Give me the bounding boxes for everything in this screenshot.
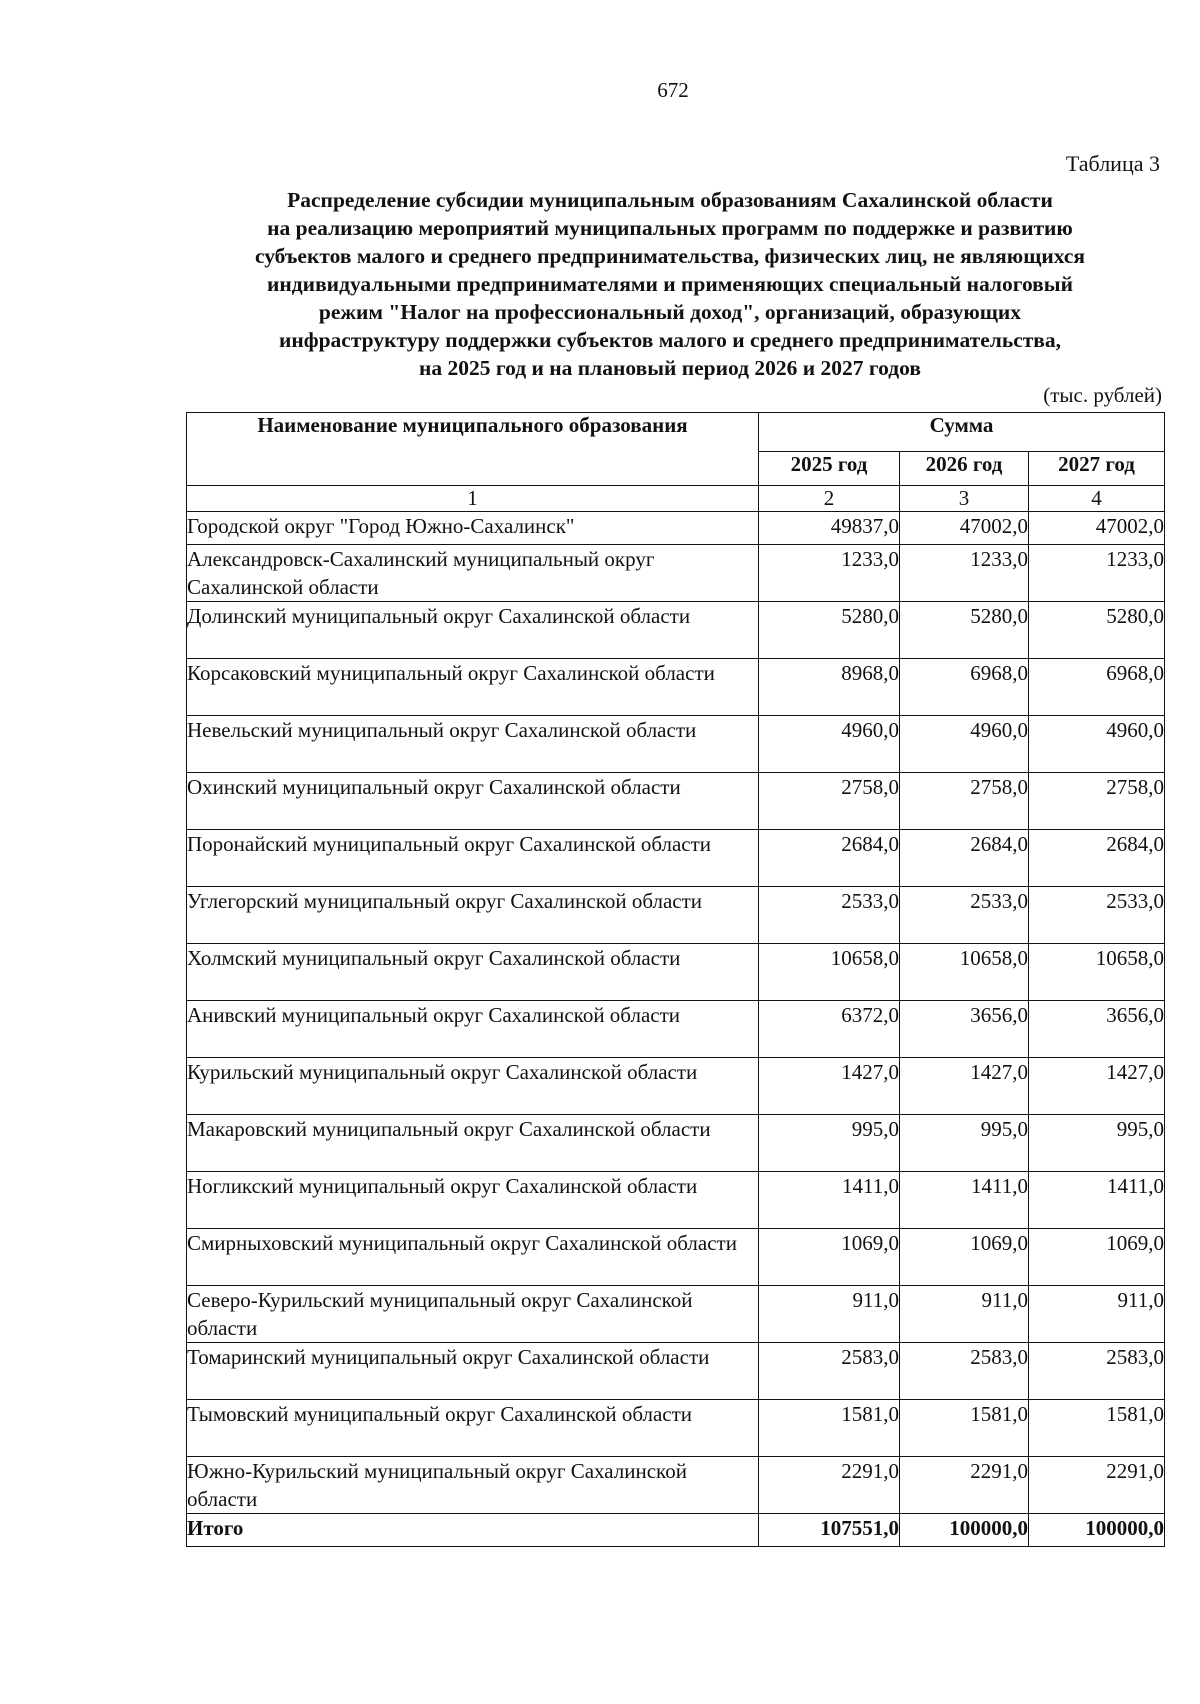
- municipality-name: Курильский муниципальный округ Сахалинской области: [187, 1058, 759, 1115]
- value-2026: 47002,0: [900, 512, 1029, 545]
- value-2026: 2684,0: [900, 830, 1029, 887]
- value-2025: 1069,0: [759, 1229, 900, 1286]
- table-row: [187, 659, 1165, 716]
- table-row: [187, 1343, 1165, 1400]
- value-2026: 1411,0: [900, 1172, 1029, 1229]
- units-label: (тыс. рублей): [1043, 383, 1162, 407]
- value-2026: 5280,0: [900, 602, 1029, 659]
- header-year-2026: 2026 год: [900, 451, 1029, 485]
- table-row: [187, 830, 1165, 887]
- municipality-name: Смирныховский муниципальный округ Сахалинской области: [187, 1229, 759, 1286]
- value-2026: 2583,0: [900, 1343, 1029, 1400]
- municipality-name: Холмский муниципальный округ Сахалинской области: [187, 944, 759, 1001]
- total-2027: 100000,0: [1029, 1514, 1165, 1547]
- municipality-name: Невельский муниципальный округ Сахалинской области: [187, 716, 759, 773]
- value-2026: 1427,0: [900, 1058, 1029, 1115]
- table-row: [187, 1400, 1165, 1457]
- value-2027: 47002,0: [1029, 512, 1165, 545]
- value-2027: 2684,0: [1029, 830, 1165, 887]
- value-2027: 1233,0: [1029, 545, 1165, 602]
- title-line: индивидуальными предпринимателями и применяющих специальный налоговый: [267, 272, 1073, 296]
- value-2025: 911,0: [759, 1286, 900, 1343]
- municipality-name: Александровск-Сахалинский муниципальный округ Сахалинской области: [187, 545, 759, 602]
- value-2026: 911,0: [900, 1286, 1029, 1343]
- value-2027: 2533,0: [1029, 887, 1165, 944]
- title-line: субъектов малого и среднего предпринимательства, физических лиц, не являющихся: [254, 244, 1086, 268]
- value-2027: 911,0: [1029, 1286, 1165, 1343]
- value-2025: 1581,0: [759, 1400, 900, 1457]
- value-2025: 5280,0: [759, 602, 900, 659]
- total-2026: 100000,0: [900, 1514, 1029, 1547]
- table-row: [187, 716, 1165, 773]
- municipality-name: Углегорский муниципальный округ Сахалинской области: [187, 887, 759, 944]
- value-2026: 3656,0: [900, 1001, 1029, 1058]
- value-2025: 2583,0: [759, 1343, 900, 1400]
- value-2026: 2533,0: [900, 887, 1029, 944]
- value-2027: 4960,0: [1029, 716, 1165, 773]
- value-2027: 1427,0: [1029, 1058, 1165, 1115]
- municipality-name: Северо-Курильский муниципальный округ Сахалинской области: [187, 1286, 759, 1343]
- table-row: [187, 1286, 1165, 1343]
- municipality-name: Корсаковский муниципальный округ Сахалинской области: [187, 659, 759, 716]
- value-2027: 1069,0: [1029, 1229, 1165, 1286]
- table-row: [187, 773, 1165, 830]
- header-year-2027: 2027 год: [1029, 451, 1165, 485]
- value-2027: 3656,0: [1029, 1001, 1165, 1058]
- table-row: [187, 1001, 1165, 1058]
- value-2025: 8968,0: [759, 659, 900, 716]
- table-row: [187, 1229, 1165, 1286]
- total-row: [187, 1514, 1165, 1547]
- table-row: [187, 1172, 1165, 1229]
- column-number: 4: [1029, 486, 1165, 512]
- value-2025: 2758,0: [759, 773, 900, 830]
- value-2027: 1581,0: [1029, 1400, 1165, 1457]
- municipality-name: Анивский муниципальный округ Сахалинской области: [187, 1001, 759, 1058]
- value-2027: 5280,0: [1029, 602, 1165, 659]
- value-2026: 1581,0: [900, 1400, 1029, 1457]
- page-number: 672: [657, 78, 689, 102]
- municipality-name: Томаринский муниципальный округ Сахалинской области: [187, 1343, 759, 1400]
- value-2025: 1427,0: [759, 1058, 900, 1115]
- value-2026: 6968,0: [900, 659, 1029, 716]
- value-2026: 4960,0: [900, 716, 1029, 773]
- value-2025: 2291,0: [759, 1457, 900, 1514]
- table-label: Таблица 3: [1065, 151, 1160, 176]
- value-2026: 2291,0: [900, 1457, 1029, 1514]
- value-2027: 6968,0: [1029, 659, 1165, 716]
- column-number: 3: [900, 486, 1029, 512]
- title-line: инфраструктуру поддержки субъектов малого и среднего предпринимательства,: [278, 328, 1062, 352]
- column-number: 1: [187, 486, 759, 512]
- municipality-name: Поронайский муниципальный округ Сахалинской области: [187, 830, 759, 887]
- title-line: Распределение субсидии муниципальным образованиям Сахалинской области: [287, 188, 1053, 212]
- value-2027: 2583,0: [1029, 1343, 1165, 1400]
- municipality-name: Охинский муниципальный округ Сахалинской области: [187, 773, 759, 830]
- value-2025: 2684,0: [759, 830, 900, 887]
- value-2027: 2758,0: [1029, 773, 1165, 830]
- value-2027: 995,0: [1029, 1115, 1165, 1172]
- document-title: [180, 186, 1160, 382]
- value-2027: 10658,0: [1029, 944, 1165, 1001]
- municipality-name: Ногликский муниципальный округ Сахалинской области: [187, 1172, 759, 1229]
- subsidy-table: [186, 412, 1165, 1547]
- municipality-name: Долинский муниципальный округ Сахалинской области: [187, 602, 759, 659]
- table-body: [187, 512, 1165, 1547]
- value-2025: 995,0: [759, 1115, 900, 1172]
- value-2026: 1233,0: [900, 545, 1029, 602]
- value-2026: 2758,0: [900, 773, 1029, 830]
- value-2025: 4960,0: [759, 716, 900, 773]
- municipality-name: Городской округ "Город Южно-Сахалинск": [187, 512, 759, 545]
- table-row: [187, 887, 1165, 944]
- value-2025: 6372,0: [759, 1001, 900, 1058]
- table-row: [187, 512, 1165, 545]
- title-line: режим "Налог на профессиональный доход", организаций, образующих: [318, 300, 1022, 324]
- value-2027: 2291,0: [1029, 1457, 1165, 1514]
- table-row: [187, 944, 1165, 1001]
- value-2025: 1411,0: [759, 1172, 900, 1229]
- total-label: Итого: [187, 1514, 759, 1547]
- table-row: [187, 545, 1165, 602]
- value-2026: 10658,0: [900, 944, 1029, 1001]
- column-number: 2: [759, 486, 900, 512]
- header-name-column: Наименование муниципального образования: [187, 413, 759, 486]
- value-2025: 2533,0: [759, 887, 900, 944]
- municipality-name: Тымовский муниципальный округ Сахалинской области: [187, 1400, 759, 1457]
- value-2026: 1069,0: [900, 1229, 1029, 1286]
- title-line: на 2025 год и на плановый период 2026 и 2027 годов: [419, 356, 921, 380]
- table-row: [187, 1115, 1165, 1172]
- municipality-name: Южно-Курильский муниципальный округ Сахалинской области: [187, 1457, 759, 1514]
- table-row: [187, 602, 1165, 659]
- value-2026: 995,0: [900, 1115, 1029, 1172]
- municipality-name: Макаровский муниципальный округ Сахалинской области: [187, 1115, 759, 1172]
- value-2025: 10658,0: [759, 944, 900, 1001]
- value-2025: 49837,0: [759, 512, 900, 545]
- table-row: [187, 1457, 1165, 1514]
- value-2025: 1233,0: [759, 545, 900, 602]
- header-year-2025: 2025 год: [759, 451, 900, 485]
- value-2027: 1411,0: [1029, 1172, 1165, 1229]
- table-row: [187, 1058, 1165, 1115]
- header-sum-group: Сумма: [759, 413, 1165, 452]
- title-line: на реализацию мероприятий муниципальных программ по поддержке и развитию: [267, 216, 1073, 240]
- total-2025: 107551,0: [759, 1514, 900, 1547]
